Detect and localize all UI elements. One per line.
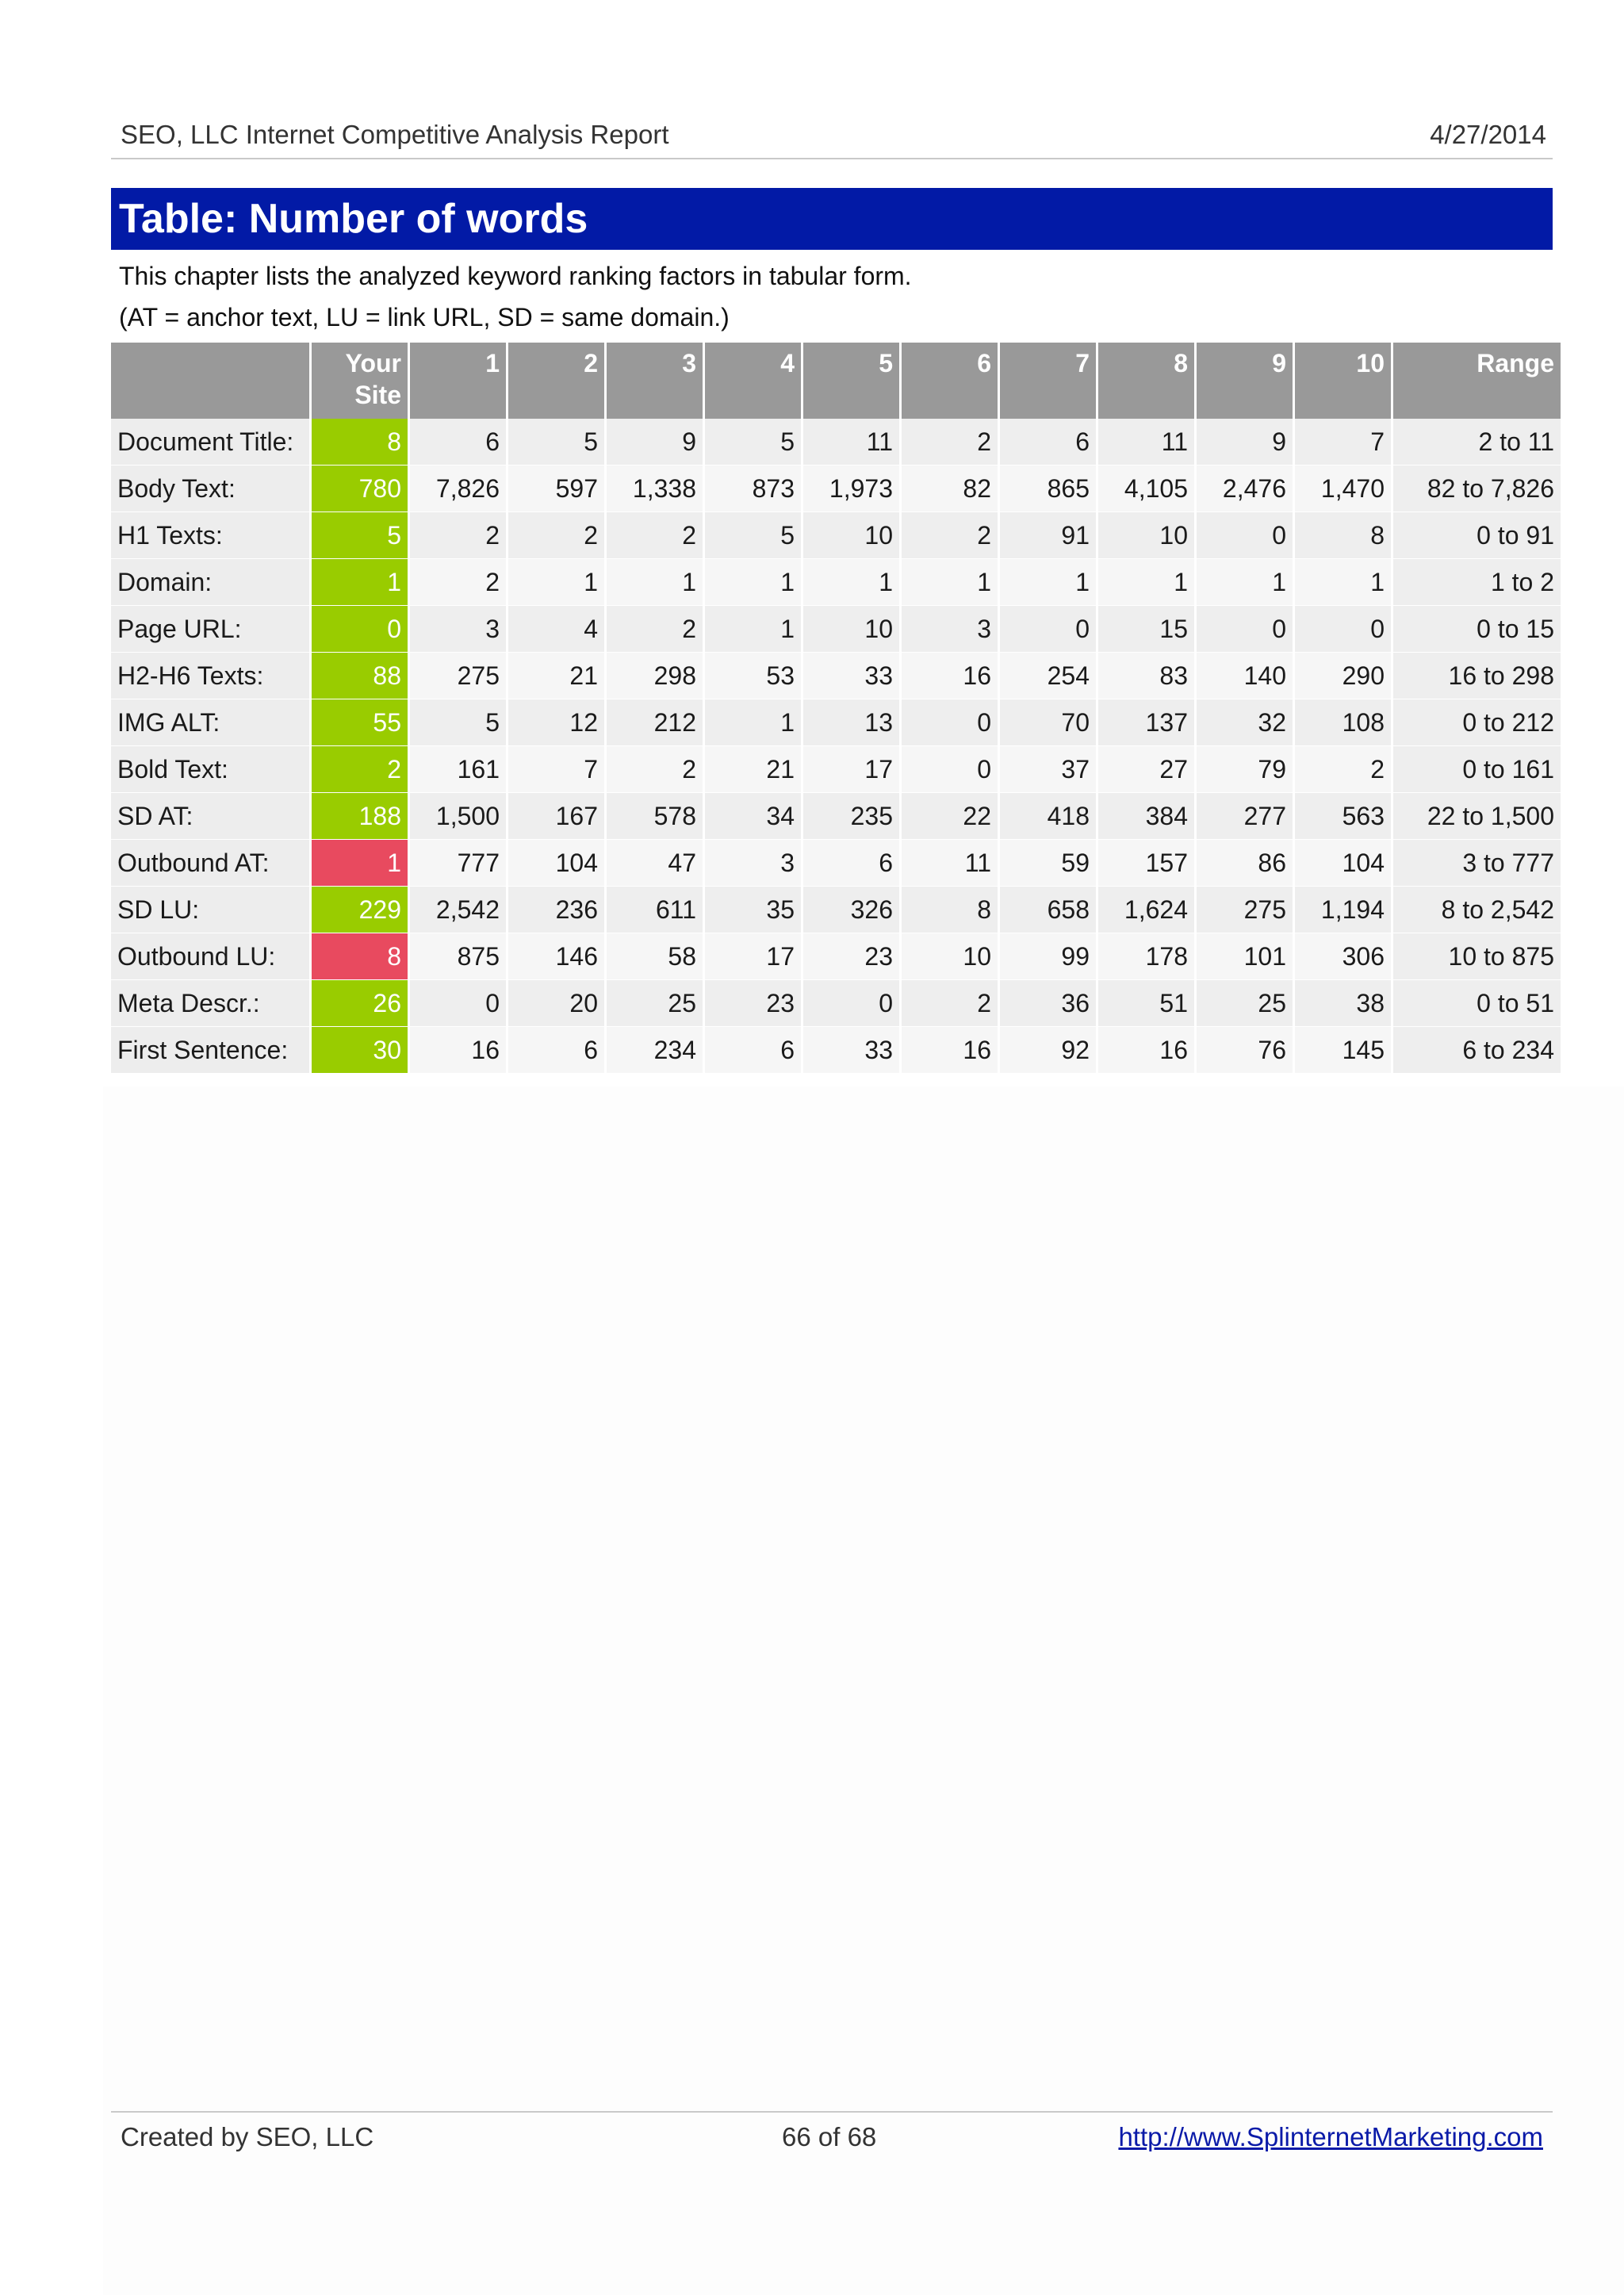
header-col-6: 6 bbox=[902, 343, 998, 419]
competitor-7-value: 59 bbox=[1000, 840, 1096, 887]
competitor-2-value: 5 bbox=[508, 419, 604, 466]
row-label: Bold Text: bbox=[111, 746, 309, 793]
competitor-5-value: 1 bbox=[803, 559, 899, 606]
competitor-6-value: 0 bbox=[902, 746, 998, 793]
row-label: Page URL: bbox=[111, 606, 309, 653]
competitor-4-value: 35 bbox=[705, 887, 801, 933]
table-row bbox=[111, 606, 1561, 653]
your-site-value: 229 bbox=[312, 887, 408, 933]
competitor-6-value: 10 bbox=[902, 933, 998, 980]
competitor-2-value: 12 bbox=[508, 699, 604, 746]
competitor-9-value: 101 bbox=[1197, 933, 1293, 980]
competitor-10-value: 2 bbox=[1295, 746, 1391, 793]
section-intro bbox=[119, 255, 912, 338]
competitor-6-value: 82 bbox=[902, 466, 998, 512]
table-row bbox=[111, 559, 1561, 606]
competitor-4-value: 5 bbox=[705, 512, 801, 559]
competitor-4-value: 1 bbox=[705, 606, 801, 653]
competitor-4-value: 1 bbox=[705, 699, 801, 746]
your-site-value: 2 bbox=[312, 746, 408, 793]
table-row bbox=[111, 980, 1561, 1027]
competitor-1-value: 1,500 bbox=[410, 793, 506, 840]
competitor-5-value: 33 bbox=[803, 1027, 899, 1074]
competitor-5-value: 17 bbox=[803, 746, 899, 793]
competitor-7-value: 1 bbox=[1000, 559, 1096, 606]
competitor-1-value: 275 bbox=[410, 653, 506, 699]
competitor-8-value: 16 bbox=[1098, 1027, 1194, 1074]
competitor-9-value: 32 bbox=[1197, 699, 1293, 746]
competitor-8-value: 384 bbox=[1098, 793, 1194, 840]
table-row bbox=[111, 1027, 1561, 1074]
competitor-6-value: 22 bbox=[902, 793, 998, 840]
range-value: 6 to 234 bbox=[1393, 1027, 1561, 1074]
your-site-value: 1 bbox=[312, 840, 408, 887]
competitor-10-value: 1,194 bbox=[1295, 887, 1391, 933]
your-site-value: 55 bbox=[312, 699, 408, 746]
header-col-10: 10 bbox=[1295, 343, 1391, 419]
competitor-7-value: 0 bbox=[1000, 606, 1096, 653]
range-value: 0 to 51 bbox=[1393, 980, 1561, 1027]
competitor-8-value: 178 bbox=[1098, 933, 1194, 980]
competitor-9-value: 86 bbox=[1197, 840, 1293, 887]
header-blank bbox=[111, 343, 309, 419]
competitor-9-value: 76 bbox=[1197, 1027, 1293, 1074]
competitor-2-value: 6 bbox=[508, 1027, 604, 1074]
competitor-3-value: 234 bbox=[607, 1027, 703, 1074]
competitor-9-value: 79 bbox=[1197, 746, 1293, 793]
range-value: 3 to 777 bbox=[1393, 840, 1561, 887]
row-label: First Sentence: bbox=[111, 1027, 309, 1074]
competitor-10-value: 1 bbox=[1295, 559, 1391, 606]
competitor-9-value: 9 bbox=[1197, 419, 1293, 466]
competitor-2-value: 1 bbox=[508, 559, 604, 606]
range-value: 0 to 161 bbox=[1393, 746, 1561, 793]
competitor-1-value: 5 bbox=[410, 699, 506, 746]
row-label: H1 Texts: bbox=[111, 512, 309, 559]
competitor-4-value: 34 bbox=[705, 793, 801, 840]
competitor-2-value: 2 bbox=[508, 512, 604, 559]
range-value: 1 to 2 bbox=[1393, 559, 1561, 606]
competitor-3-value: 611 bbox=[607, 887, 703, 933]
competitor-8-value: 83 bbox=[1098, 653, 1194, 699]
competitor-1-value: 875 bbox=[410, 933, 506, 980]
header-range: Range bbox=[1393, 343, 1561, 419]
intro-line-1: This chapter lists the analyzed keyword ranking factors in tabular form. bbox=[119, 262, 912, 290]
competitor-8-value: 1,624 bbox=[1098, 887, 1194, 933]
footer-created-by: Created by SEO, LLC bbox=[121, 2122, 374, 2151]
competitor-10-value: 108 bbox=[1295, 699, 1391, 746]
competitor-3-value: 578 bbox=[607, 793, 703, 840]
competitor-3-value: 298 bbox=[607, 653, 703, 699]
table-row bbox=[111, 419, 1561, 466]
table-row bbox=[111, 887, 1561, 933]
competitor-6-value: 8 bbox=[902, 887, 998, 933]
competitor-7-value: 36 bbox=[1000, 980, 1096, 1027]
row-label: Meta Descr.: bbox=[111, 980, 309, 1027]
competitor-4-value: 17 bbox=[705, 933, 801, 980]
row-label: Outbound LU: bbox=[111, 933, 309, 980]
row-label: Body Text: bbox=[111, 466, 309, 512]
page-footer bbox=[111, 2111, 1553, 2168]
your-site-value: 1 bbox=[312, 559, 408, 606]
competitor-9-value: 277 bbox=[1197, 793, 1293, 840]
competitor-8-value: 1 bbox=[1098, 559, 1194, 606]
range-value: 8 to 2,542 bbox=[1393, 887, 1561, 933]
competitor-7-value: 92 bbox=[1000, 1027, 1096, 1074]
table-row bbox=[111, 746, 1561, 793]
range-value: 22 to 1,500 bbox=[1393, 793, 1561, 840]
section-title: Table: Number of words bbox=[111, 188, 1553, 250]
competitor-7-value: 99 bbox=[1000, 933, 1096, 980]
row-label: Outbound AT: bbox=[111, 840, 309, 887]
your-site-value: 5 bbox=[312, 512, 408, 559]
your-site-value: 0 bbox=[312, 606, 408, 653]
header-col-5: 5 bbox=[803, 343, 899, 419]
competitor-4-value: 3 bbox=[705, 840, 801, 887]
table-row bbox=[111, 933, 1561, 980]
competitor-7-value: 70 bbox=[1000, 699, 1096, 746]
competitor-3-value: 47 bbox=[607, 840, 703, 887]
competitor-4-value: 53 bbox=[705, 653, 801, 699]
row-label: SD LU: bbox=[111, 887, 309, 933]
competitor-10-value: 104 bbox=[1295, 840, 1391, 887]
table-row bbox=[111, 653, 1561, 699]
competitor-2-value: 146 bbox=[508, 933, 604, 980]
range-value: 0 to 212 bbox=[1393, 699, 1561, 746]
page-header bbox=[111, 115, 1553, 159]
your-site-value: 188 bbox=[312, 793, 408, 840]
competitor-3-value: 2 bbox=[607, 746, 703, 793]
header-your-site-line1: Your bbox=[345, 349, 401, 377]
competitor-2-value: 7 bbox=[508, 746, 604, 793]
table-row bbox=[111, 840, 1561, 887]
table-header-row bbox=[111, 343, 1561, 419]
competitor-10-value: 563 bbox=[1295, 793, 1391, 840]
competitor-4-value: 21 bbox=[705, 746, 801, 793]
competitor-10-value: 290 bbox=[1295, 653, 1391, 699]
competitor-8-value: 27 bbox=[1098, 746, 1194, 793]
row-label: Document Title: bbox=[111, 419, 309, 466]
your-site-value: 8 bbox=[312, 419, 408, 466]
competitor-10-value: 306 bbox=[1295, 933, 1391, 980]
competitor-1-value: 3 bbox=[410, 606, 506, 653]
footer-link[interactable]: http://www.SplinternetMarketing.com bbox=[1118, 2122, 1543, 2151]
competitor-4-value: 6 bbox=[705, 1027, 801, 1074]
competitor-6-value: 3 bbox=[902, 606, 998, 653]
report-title: SEO, LLC Internet Competitive Analysis Report bbox=[121, 120, 669, 149]
competitor-8-value: 10 bbox=[1098, 512, 1194, 559]
competitor-1-value: 2 bbox=[410, 559, 506, 606]
table-row bbox=[111, 699, 1561, 746]
competitor-7-value: 658 bbox=[1000, 887, 1096, 933]
competitor-8-value: 51 bbox=[1098, 980, 1194, 1027]
competitor-7-value: 418 bbox=[1000, 793, 1096, 840]
competitor-2-value: 167 bbox=[508, 793, 604, 840]
competitor-9-value: 0 bbox=[1197, 512, 1293, 559]
competitor-6-value: 2 bbox=[902, 419, 998, 466]
number-of-words-table bbox=[109, 343, 1563, 1074]
range-value: 0 to 91 bbox=[1393, 512, 1561, 559]
competitor-1-value: 16 bbox=[410, 1027, 506, 1074]
competitor-10-value: 0 bbox=[1295, 606, 1391, 653]
competitor-3-value: 212 bbox=[607, 699, 703, 746]
competitor-6-value: 2 bbox=[902, 980, 998, 1027]
competitor-4-value: 873 bbox=[705, 466, 801, 512]
competitor-1-value: 7,826 bbox=[410, 466, 506, 512]
your-site-value: 8 bbox=[312, 933, 408, 980]
range-value: 2 to 11 bbox=[1393, 419, 1561, 466]
competitor-5-value: 1,973 bbox=[803, 466, 899, 512]
header-col-2: 2 bbox=[508, 343, 604, 419]
range-value: 10 to 875 bbox=[1393, 933, 1561, 980]
header-your-site bbox=[312, 343, 408, 419]
row-label: H2-H6 Texts: bbox=[111, 653, 309, 699]
table-body bbox=[111, 419, 1561, 1074]
competitor-3-value: 1 bbox=[607, 559, 703, 606]
competitor-8-value: 157 bbox=[1098, 840, 1194, 887]
competitor-8-value: 137 bbox=[1098, 699, 1194, 746]
report-date: 4/27/2014 bbox=[1430, 120, 1546, 149]
competitor-6-value: 16 bbox=[902, 653, 998, 699]
competitor-7-value: 6 bbox=[1000, 419, 1096, 466]
competitor-9-value: 1 bbox=[1197, 559, 1293, 606]
competitor-1-value: 6 bbox=[410, 419, 506, 466]
competitor-5-value: 23 bbox=[803, 933, 899, 980]
competitor-10-value: 7 bbox=[1295, 419, 1391, 466]
competitor-2-value: 104 bbox=[508, 840, 604, 887]
competitor-8-value: 11 bbox=[1098, 419, 1194, 466]
competitor-1-value: 161 bbox=[410, 746, 506, 793]
row-label: SD AT: bbox=[111, 793, 309, 840]
your-site-value: 88 bbox=[312, 653, 408, 699]
competitor-3-value: 1,338 bbox=[607, 466, 703, 512]
competitor-6-value: 0 bbox=[902, 699, 998, 746]
competitor-7-value: 254 bbox=[1000, 653, 1096, 699]
competitor-4-value: 1 bbox=[705, 559, 801, 606]
competitor-6-value: 16 bbox=[902, 1027, 998, 1074]
header-col-4: 4 bbox=[705, 343, 801, 419]
competitor-2-value: 20 bbox=[508, 980, 604, 1027]
competitor-5-value: 235 bbox=[803, 793, 899, 840]
competitor-6-value: 11 bbox=[902, 840, 998, 887]
competitor-2-value: 21 bbox=[508, 653, 604, 699]
competitor-5-value: 326 bbox=[803, 887, 899, 933]
competitor-1-value: 0 bbox=[410, 980, 506, 1027]
competitor-3-value: 2 bbox=[607, 606, 703, 653]
competitor-5-value: 10 bbox=[803, 606, 899, 653]
competitor-5-value: 10 bbox=[803, 512, 899, 559]
your-site-value: 26 bbox=[312, 980, 408, 1027]
competitor-1-value: 2,542 bbox=[410, 887, 506, 933]
range-value: 16 to 298 bbox=[1393, 653, 1561, 699]
competitor-9-value: 140 bbox=[1197, 653, 1293, 699]
competitor-9-value: 2,476 bbox=[1197, 466, 1293, 512]
competitor-10-value: 1,470 bbox=[1295, 466, 1391, 512]
competitor-3-value: 58 bbox=[607, 933, 703, 980]
competitor-8-value: 4,105 bbox=[1098, 466, 1194, 512]
competitor-2-value: 4 bbox=[508, 606, 604, 653]
range-value: 0 to 15 bbox=[1393, 606, 1561, 653]
your-site-value: 780 bbox=[312, 466, 408, 512]
competitor-8-value: 15 bbox=[1098, 606, 1194, 653]
row-label: IMG ALT: bbox=[111, 699, 309, 746]
competitor-2-value: 597 bbox=[508, 466, 604, 512]
competitor-10-value: 38 bbox=[1295, 980, 1391, 1027]
header-col-3: 3 bbox=[607, 343, 703, 419]
competitor-9-value: 25 bbox=[1197, 980, 1293, 1027]
competitor-7-value: 37 bbox=[1000, 746, 1096, 793]
header-col-1: 1 bbox=[410, 343, 506, 419]
competitor-10-value: 145 bbox=[1295, 1027, 1391, 1074]
header-your-site-line2: Site bbox=[354, 381, 401, 409]
competitor-1-value: 777 bbox=[410, 840, 506, 887]
header-col-7: 7 bbox=[1000, 343, 1096, 419]
table-row bbox=[111, 466, 1561, 512]
your-site-value: 30 bbox=[312, 1027, 408, 1074]
intro-line-2: (AT = anchor text, LU = link URL, SD = same domain.) bbox=[119, 303, 730, 331]
competitor-4-value: 5 bbox=[705, 419, 801, 466]
competitor-3-value: 2 bbox=[607, 512, 703, 559]
table-row bbox=[111, 793, 1561, 840]
competitor-5-value: 13 bbox=[803, 699, 899, 746]
footer-page-number: 66 of 68 bbox=[782, 2122, 877, 2151]
row-label: Domain: bbox=[111, 559, 309, 606]
competitor-6-value: 2 bbox=[902, 512, 998, 559]
competitor-4-value: 23 bbox=[705, 980, 801, 1027]
competitor-1-value: 2 bbox=[410, 512, 506, 559]
competitor-7-value: 91 bbox=[1000, 512, 1096, 559]
competitor-5-value: 33 bbox=[803, 653, 899, 699]
competitor-10-value: 8 bbox=[1295, 512, 1391, 559]
competitor-5-value: 6 bbox=[803, 840, 899, 887]
competitor-3-value: 25 bbox=[607, 980, 703, 1027]
competitor-2-value: 236 bbox=[508, 887, 604, 933]
competitor-6-value: 1 bbox=[902, 559, 998, 606]
table-row bbox=[111, 512, 1561, 559]
header-col-8: 8 bbox=[1098, 343, 1194, 419]
competitor-7-value: 865 bbox=[1000, 466, 1096, 512]
competitor-5-value: 11 bbox=[803, 419, 899, 466]
range-value: 82 to 7,826 bbox=[1393, 466, 1561, 512]
competitor-9-value: 275 bbox=[1197, 887, 1293, 933]
competitor-3-value: 9 bbox=[607, 419, 703, 466]
competitor-5-value: 0 bbox=[803, 980, 899, 1027]
competitor-9-value: 0 bbox=[1197, 606, 1293, 653]
header-col-9: 9 bbox=[1197, 343, 1293, 419]
